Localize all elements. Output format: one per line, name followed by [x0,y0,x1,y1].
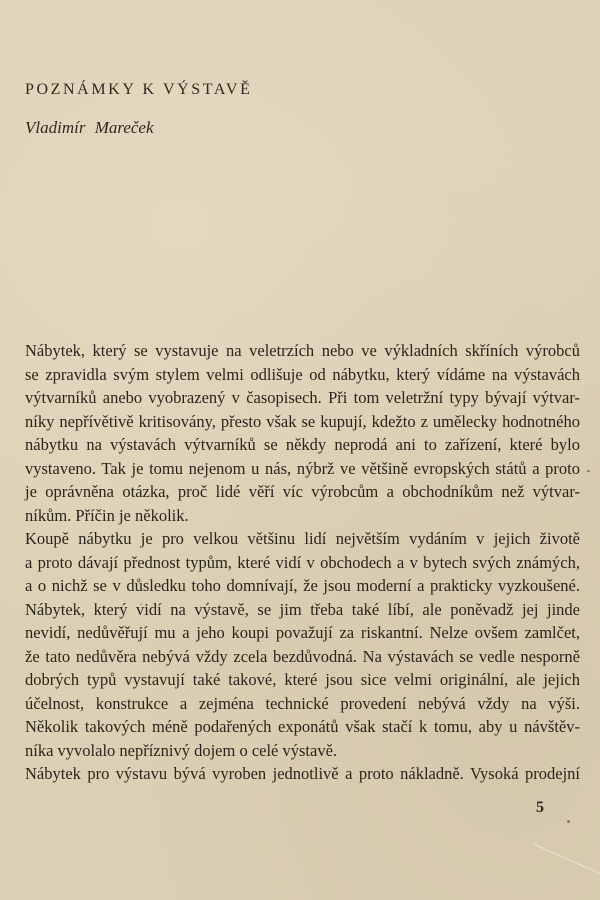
body-line: Koupě nábytku je pro velkou většinu lidí největším vydáním v jejich životě [25,529,580,548]
body-line: dobrých typů vystavují také takové, které jsou sice velmi originální, ale jejich [25,670,580,689]
body-line: vystaveno. Tak je tomu nejenom u nás, nýbrž ve většině evropských států a proto [25,458,580,478]
body-line: nábytku na výstavách výtvarníků se někdy neprodá ani to zařízení, které bylo [25,435,580,454]
body-line: níky nepřívětivě kritisovány, přesto však se kupují, kdežto z umělecky hodnotného [25,411,580,431]
scan-speck [567,820,570,823]
scan-scratch [534,844,600,882]
body-line: nevidí, nedůvěřují mu a jeho koupi považují za riskantní. Nelze ovšem zamlčet, [25,623,580,642]
body-line-paragraph-end: níkům. Příčin je několik. [25,505,189,525]
body-line: Nábytek, který vidí na výstavě, se jim třeba také líbí, ale poněvadž jej jinde [25,599,580,619]
body-line: se zpravidla svým stylem velmi odlišuje od nábytku, který vídáme na výstavách [25,364,580,384]
scan-speck [140,603,142,605]
body-line: že tato nedůvěra nebývá vždy zcela bezdůvodná. Na výstavách se vedle nesporně [25,646,580,666]
scan-speck [587,470,590,472]
body-line: a proto dávají přednost typům, které vidí v obchodech a v bytech svých známých, [25,552,580,572]
body-line: Nábytek, který se vystavuje na veletrzích nebo ve výkladních skříních výrobců [25,341,580,360]
body-line-paragraph-end: níka vyvolalo nepříznivý dojem o celé výstavě. [25,740,338,760]
body-text [25,339,580,786]
author-name: Vladimír Mareček [25,118,154,137]
body-line: výtvarníků anebo vyobrazený v časopisech. Při tom veletržní typy bývají výtvar- [25,388,580,407]
body-line: Nábytek pro výstavu bývá vyroben jednotlivě a proto nákladně. Vysoká prodejní [25,764,580,783]
body-line: Několik takových méně podařených exponátů však stačí k tomu, aby u návštěv- [25,717,580,736]
page-title: POZNÁMKY K VÝSTAVĚ [25,80,253,98]
body-line: je oprávněna otázka, proč lidé věří víc výrobcům a obchodníkům než výtvar- [25,482,580,501]
body-line: účelnost, konstrukce a zejména technické provedení nebývá vždy na výši. [25,693,580,713]
body-line: a o nichž se v důsledku toho domnívají, že jsou moderní a prakticky vyzkoušené. [25,576,580,595]
page-number: 5 [536,799,544,816]
